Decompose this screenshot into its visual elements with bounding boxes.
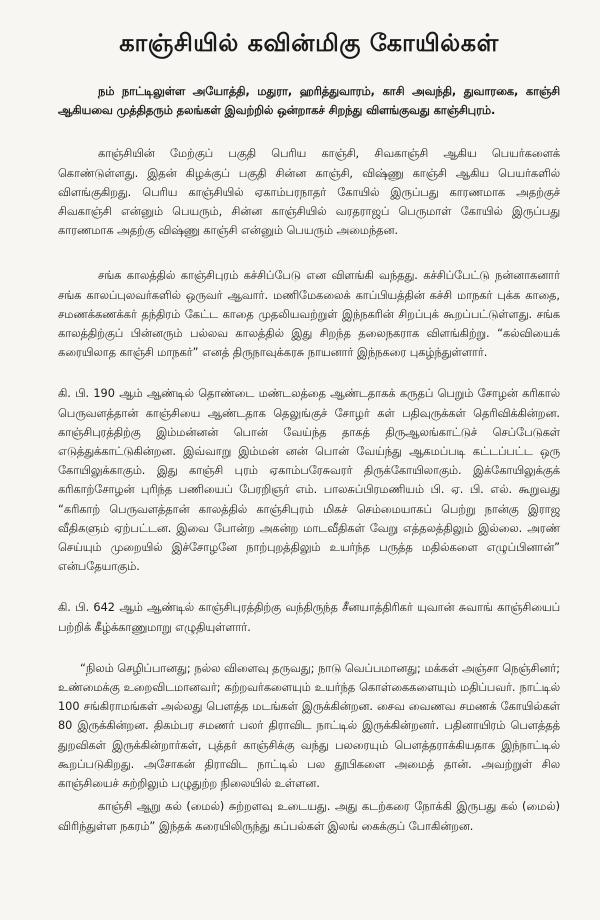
paragraph-kanchi-extent: காஞ்சி ஆறு கல் (மைல்) சுற்றளவு உடையது. அது கடற்கரை நோக்கி இருபது கல் (மைல்) விரிந்துள்ள நகரம்” இந்தக் கரையிலிருந்து கப்பல்கள் இலங் கைக்குப் போகின்றன. — [58, 800, 560, 833]
page-title: காஞ்சியில் கவின்மிகு கோயில்கள் — [119, 29, 499, 57]
paragraph-sangam-period: சங்க காலத்தில் காஞ்சிபுரம் கச்சிப்பேடு என விளங்கி வந்தது. கச்சிப்பேட்டு நன்னாகனார் சங்க காலப்புலவர்களில் ஒருவர் ஆவார். மணிமேகலைக் காப்பியத்தின் கச்சி மாநகர் புக்க காதை, சமணக்கணக்கர் தந்திரம் கேட்ட காதை முதலியவற்றுள் இந்நகரின் சிறப்புக் கூறப்பட்டுள்ளது. சங்க காலத்திற்குப் பின்னரும் பல்லவ காலத்தில் இது சிறந்த தலைநகராக விளங்கிற்று. “கல்வியைக் கரையிலாத காஞ்சி மாநகர்” எனத் திருநாவுக்கரசு நாயனார் இந்நகரை புகழ்ந்துள்ளார். — [58, 269, 560, 360]
paragraph-kanchi-divisions: காஞ்சியின் மேற்குப் பகுதி பெரிய காஞ்சி, சிவகாஞ்சி ஆகிய பெயர்களைக் கொண்டுள்ளது. இதன் கிழக்குப் பகுதி சின்ன காஞ்சி, விஷ்ணு காஞ்சி ஆகிய பெயர்களில் விளங்குகிறது. பெரிய காஞ்சியில் ஏகாம்பரநாதர் கோயில் இருப்பது காரணமாக அதற்குச் சிவகாஞ்சி என்னும் பெயரும், சின்ன காஞ்சியில் வரதராஜப் பெருமாள் கோயில் இருப்பது காரணமாக அதற்கு விஷ்ணு காஞ்சி என்னும் பெயரும் அமைந்தன. — [58, 147, 560, 238]
paragraph-yuan-chwang-intro: கி. பி. 642 ஆம் ஆண்டில் காஞ்சிபுரத்திற்கு வந்திருந்த சீனயாத்திரிகர் யுவான் சுவாங் காஞ்சியைப் பற்றிக் கீழ்க்காணுமாறு எழுதியுள்ளார். — [58, 601, 560, 634]
paragraph-intro: நம் நாட்டிலுள்ள அயோத்தி, மதுரா, ஹரித்துவாரம், காசி அவந்தி, துவாரகை, காஞ்சி ஆகியவை முத்திதரும் தலங்கள் இவற்றில் ஒன்றாகச் சிறந்து விளங்குவது காஞ்சிபுரம். — [58, 85, 560, 118]
paragraph-yuan-chwang-quote: “நிலம் செழிப்பானது; நல்ல விளைவு தருவது; நாடு வெப்பமானது; மக்கள் அஞ்சா நெஞ்சினர்; உண்மைக்கு உறைவிடமானவர்; கற்றவர்களையும் உயர்ந்த கொள்கைகளையும் மதிப்பவர். நாட்டில் 100 சங்கிராமங்கள் அல்லது பௌத்த மடங்கள் இருக்கின்றன. சைவ வைணவ சமணக் கோயில்கள் 80 இருக்கின்றன. திகம்பர சமணர் பலர் திராவிட நாட்டில் இருக்கின்றனர். பதினாயிரம் பௌத்தத் துறவிகள் இருக்கின்றார்கள், புத்தர் காஞ்சிக்கு வந்து பலரையும் பௌத்தராக்கியதாக இந்நாட்டில் கூறப்படுகிறது. அசோகன் திராவிட நாட்டில் பல தூபிகளை அமைத் தான். அவற்றுள் சில காஞ்சியைச் சுற்றிலும் பழுதுற்ற நிலையில் உள்ளன. — [58, 661, 560, 791]
paragraph-karikalan: கி. பி. 190 ஆம் ஆண்டில் தொண்டை மண்டலத்தை ஆண்டதாகக் கருதப் பெறும் சோழன் கரிகால் பெருவளத்தான் காஞ்சியை ஆண்டதாக தெலுங்குச் சோழர் கள் பதிவுருக்கள் தெரிவிக்கின்றன. காஞ்சிபுரத்திற்கு இம்மன்னன் பொன் வேய்ந்த தாகத் திருஆலங்காட்டுச் செப்பேடுகள் எடுத்துக்காட்டுகின்றன. இவ்வாறு இம்மன் னன் பொன் வேய்ந்து ஆகமப்படி கட்டப்பட்ட ஒரு கோயிலுக்காகும். இது காஞ்சி புரம் ஏகாம்பரேசுவரர் திருக்கோயிலாகும். இக்கோயிலுக்குக் கரிகாற்சோழன் புரிந்த பணியைப் பேரறிஞர் எம். பாலசுப்பிரமணியம் பி. ஏ. பி. எல். கூறுவது “கரிகாற் பெருவளத்தான் காலத்தில் காஞ்சிபுரம் மிகச் செம்மையாகப் பெற்று நான்கு இராஜ வீதிகளும் ஏற்பட்டன. இவை போன்ற அகன்ற மாடவீதிகள் வேறு எத்தலத்திலும் இல்லை. அரண் செய்யும் முறையில் இச்சோழனே நாற்புறத்திலும் உயர்ந்த பருத்த மதில்களை எழுப்பினான்” என்பதேயாகும். — [58, 387, 560, 574]
